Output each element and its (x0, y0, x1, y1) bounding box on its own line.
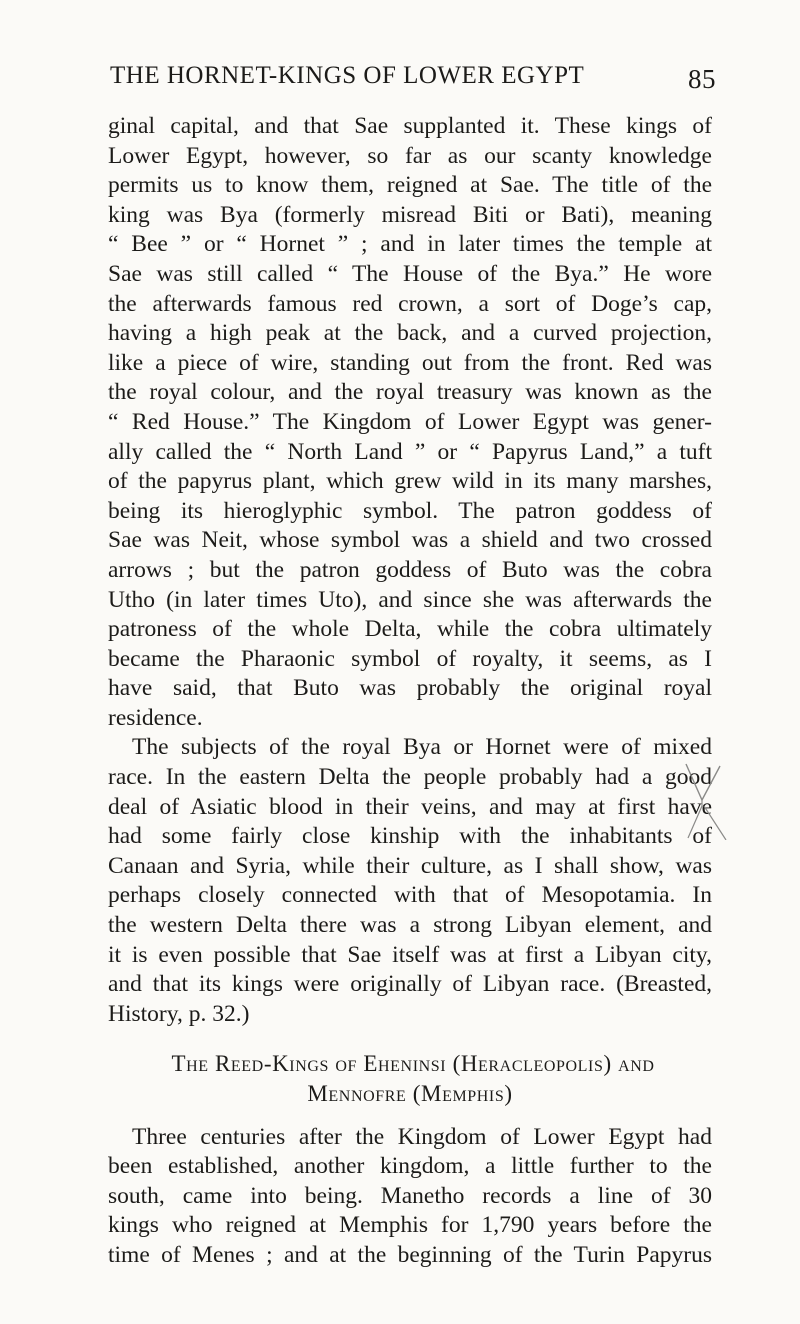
section-heading-line-1: The Reed-Kings of Eheninsi (Heracleopolis) and (171, 1051, 655, 1077)
text-line: residence. (108, 704, 203, 731)
section-heading (108, 1049, 712, 1108)
text-line: been established, another kingdom, a little further to the (108, 1153, 712, 1180)
text-line: race. In the eastern Delta the people probably had a good (108, 764, 712, 791)
text-line: Canaan and Syria, while their culture, as I shall show, was (108, 852, 712, 879)
text-line: perhaps closely connected with that of Mesopotamia. In (108, 882, 712, 909)
text-line: having a high peak at the back, and a curved projection, (108, 320, 712, 347)
text-line: permits us to know them, reigned at Sae. The title of the (108, 172, 712, 199)
text-line: Lower Egypt, however, so far as our scanty knowledge (108, 142, 712, 169)
text-line: it is even possible that Sae itself was at first a Libyan city, (108, 941, 712, 968)
paragraph-2 (108, 733, 712, 1029)
text-line: king was Bya (formerly misread Biti or Bati), meaning (108, 201, 712, 228)
text-line: south, came into being. Manetho records a line of 30 (108, 1182, 712, 1209)
text-line: ginal capital, and that Sae supplanted it. These kings of (108, 113, 712, 139)
text-line: arrows ; but the patron goddess of Buto was the cobra (108, 556, 712, 583)
text-line: Sae was Neit, whose symbol was a shield and two crossed (108, 527, 712, 554)
text-line: the afterwards famous red crown, a sort of Doge’s cap, (108, 290, 712, 317)
text-line: “ Bee ” or “ Hornet ” ; and in later times the temple at (108, 231, 712, 258)
paragraph-3 (108, 1123, 712, 1271)
text-line: of the papyrus plant, which grew wild in its many marshes, (108, 468, 712, 495)
text-line: the western Delta there was a strong Libyan element, and (108, 912, 712, 939)
text-line: the royal colour, and the royal treasury was known as the (108, 379, 712, 406)
text-line: kings who reigned at Memphis for 1,790 years before the (108, 1212, 712, 1239)
text-line: deal of Asiatic blood in their veins, and may at first have (108, 793, 712, 820)
text-line: like a piece of wire, standing out from the front. Red was (108, 349, 712, 376)
text-line: patroness of the whole Delta, while the cobra ultimately (108, 616, 712, 643)
text-line: and that its kings were originally of Libyan race. (Breasted, (108, 971, 712, 998)
text-line: had some fairly close kinship with the inhabitants of (108, 823, 712, 850)
margin-pencil-mark (668, 760, 758, 840)
text-line: “ Red House.” The Kingdom of Lower Egypt was gener- (108, 408, 712, 435)
text-line: time of Menes ; and at the beginning of the Turin Papyrus (108, 1241, 712, 1268)
paragraph-1 (108, 112, 712, 733)
text-line: have said, that Buto was probably the original royal (108, 675, 712, 702)
text-line: History, p. 32.) (108, 1000, 250, 1027)
text-line: The subjects of the royal Bya or Hornet were of mixed (132, 734, 712, 761)
text-line: ally called the “ North Land ” or “ Papyrus Land,” a tuft (108, 438, 712, 465)
text-line: became the Pharaonic symbol of royalty, it seems, as I (108, 645, 712, 672)
text-line: Sae was still called “ The House of the Bya.” He wore (108, 260, 712, 287)
running-title: THE HORNET-KINGS OF LOWER EGYPT (110, 62, 585, 89)
section-heading-line-2: Mennofre (Memphis) (307, 1081, 513, 1106)
text-line: Utho (in later times Uto), and since she was afterwards the (108, 586, 712, 613)
page-number: 85 (688, 64, 716, 94)
book-page (108, 62, 716, 1271)
text-line: Three centuries after the Kingdom of Lower Egypt had (132, 1123, 712, 1150)
text-line: being its hieroglyphic symbol. The patron goddess of (108, 497, 712, 524)
running-head (108, 62, 716, 102)
